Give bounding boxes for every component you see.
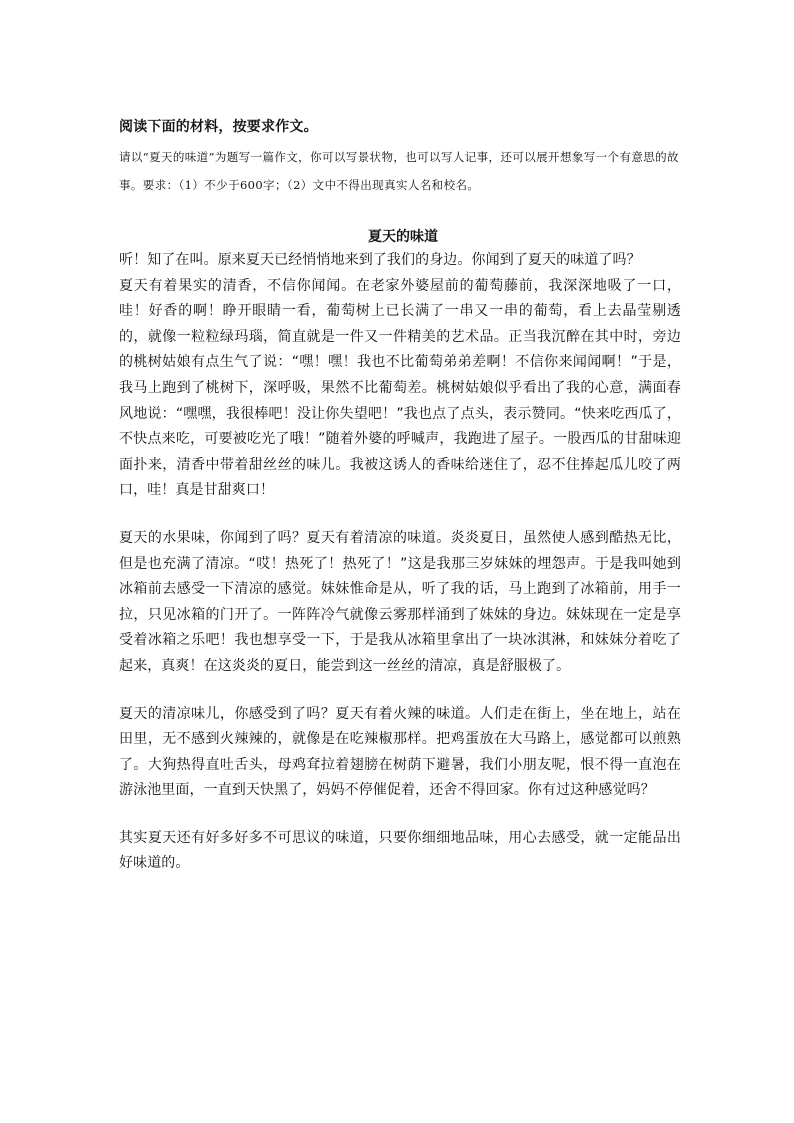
essay-paragraph: 夏天的清凉味儿，你感受到了吗？夏天有着火辣的味道。人们走在街上，坐在地上，站在田里，无不感到火辣辣的，就像是在吃辣椒那样。把鸡蛋放在大马路上，感觉都可以煎熟了。大狗热得直吐舌头，母鸡耷拉着翅膀在树荫下避暑，我们小朋友呢，恨不得一直泡在游泳池里面，一直到天快黑了，妈妈不停催促着，还舍不得回家。你有过这种感觉吗？: [119, 705, 681, 799]
writing-prompt: [119, 117, 679, 199]
essay-title: 夏天的味道: [368, 229, 438, 245]
essay-paragraph: 夏天的水果味，你闻到了吗？夏天有着清凉的味道。炎炎夏日，虽然使人感到酷热无比，但是也充满了清凉。“哎！热死了！热死了！”这是我那三岁妹妹的埋怨声。于是我叫她到冰箱前去感受一下清凉的感觉。妹妹惟命是从，听了我的话，马上跑到了冰箱前，用手一拉，只见冰箱的门开了。一阵阵冷气就像云雾那样涌到了妹妹的身边。妹妹现在一定是享受着冰箱之乐吧！我也想享受一下，于是我从冰箱里拿出了一块冰淇淋，和妹妹分着吃了起来，真爽！在这炎炎的夏日，能尝到这一丝丝的清凉，真是舒服极了。: [119, 529, 681, 674]
prompt-heading: 阅读下面的材料，按要求作文。: [119, 119, 318, 135]
prompt-text: 请以“夏天的味道”为题写一篇作文，你可以写景状物，也可以写人记事，还可以展开想象写一个有意思的故事。要求：（1）不少于600字；（2）文中不得出现真实人名和校名。: [119, 150, 679, 192]
essay-paragraph: 听！知了在叫。原来夏天已经悄悄地来到了我们的身边。你闻到了夏天的味道了吗？: [119, 252, 641, 268]
essay: [119, 226, 681, 877]
essay-paragraph: 夏天有着果实的清香，不信你闻闻。在老家外婆屋前的葡萄藤前，我深深地吸了一口，哇！好香的啊！睁开眼睛一看，葡萄树上已长满了一串又一串的葡萄，看上去晶莹剔透的，就像一粒粒绿玛瑙，简直就是一件又一件精美的艺术品。正当我沉醉在其中时，旁边的桃树姑娘有点生气了说：“嘿！嘿！我也不比葡萄弟弟差啊！不信你来闻闻啊！”于是，我马上跑到了桃树下，深呼吸，果然不比葡萄差。桃树姑娘似乎看出了我的心意，满面春风地说：“嘿嘿，我很棒吧！没让你失望吧！”我也点了点头，表示赞同。“快来吃西瓜了，不快点来吃，可要被吃光了哦！”随着外婆的呼喊声，我跑进了屋子。一股西瓜的甘甜味迎面扑来，清香中带着甜丝丝的味儿。我被这诱人的香味给迷住了，忍不住捧起瓜儿咬了两口，哇！真是甘甜爽口！: [119, 277, 681, 499]
essay-paragraph: 其实夏天还有好多好多不可思议的味道，只要你细细地品味，用心去感受，就一定能品出好味道的。: [119, 829, 681, 872]
